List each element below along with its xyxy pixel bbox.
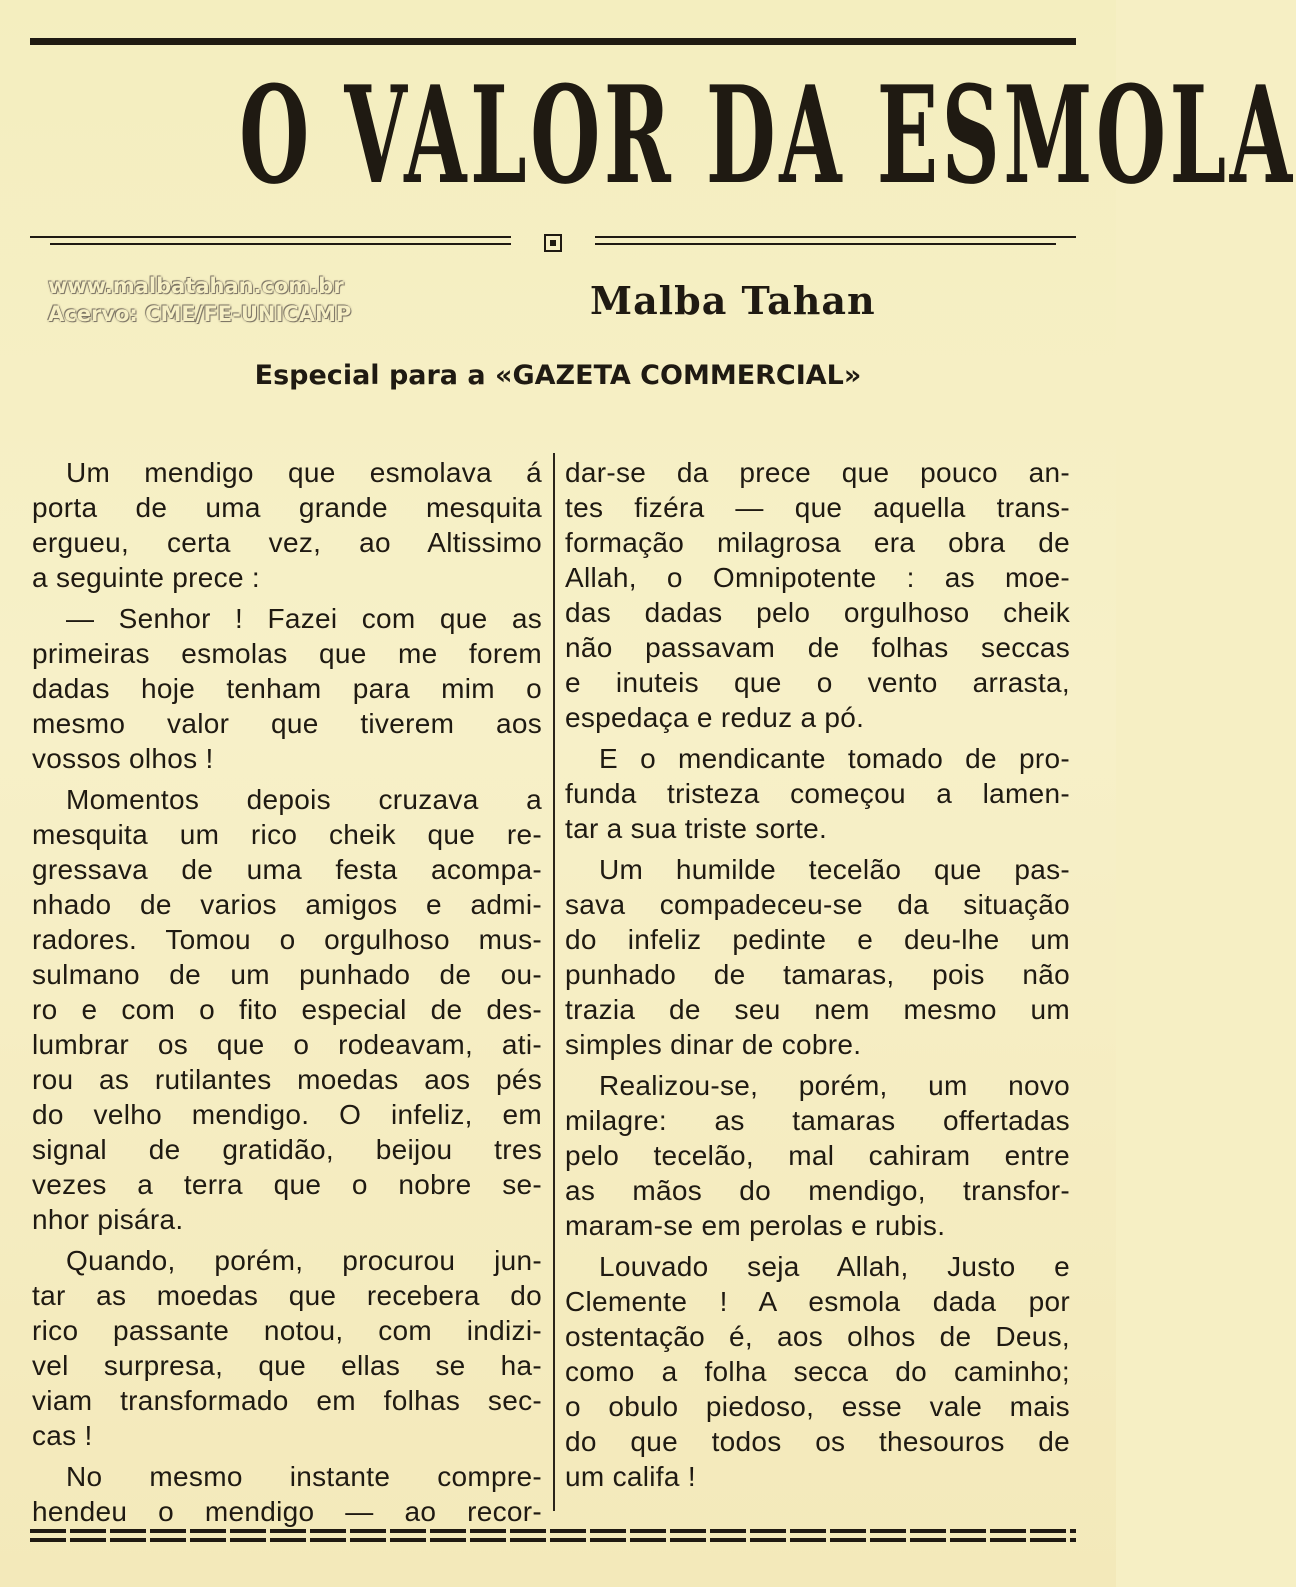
- text-line: hendeu o mendigo — ao recor-: [32, 1496, 542, 1527]
- ornament-icon: [544, 234, 562, 252]
- text-line: tes fizéra — que aquella trans-: [565, 492, 1070, 523]
- left-column: [32, 455, 542, 1529]
- text-line: dadas hoje tenham para mim o: [32, 673, 542, 704]
- text-line: Quando, porém, procurou jun-: [66, 1245, 542, 1276]
- text-line: lumbrar os que o rodeavam, ati-: [32, 1029, 542, 1060]
- text-line: trazia de seu nem mesmo um: [565, 994, 1070, 1025]
- text-line: do velho mendigo. O infeliz, em: [32, 1099, 542, 1130]
- text-line: nhor pisára.: [32, 1204, 184, 1235]
- text-line: o obulo piedoso, esse vale mais: [565, 1391, 1070, 1422]
- right-column: [565, 455, 1070, 1494]
- text-line: Momentos depois cruzava a: [66, 784, 542, 815]
- watermark-url: www.malbatahan.com.br: [48, 274, 344, 298]
- text-line: Allah, o Omnipotente : as moe-: [565, 562, 1070, 593]
- text-line: como a folha secca do caminho;: [565, 1356, 1070, 1387]
- text-line: primeiras esmolas que me forem: [32, 638, 542, 669]
- author-name: Malba Tahan: [590, 278, 876, 323]
- text-line: gressava de uma festa acompa-: [32, 854, 542, 885]
- text-line: maram-se em perolas e rubis.: [565, 1210, 946, 1241]
- text-line: simples dinar de cobre.: [565, 1029, 862, 1060]
- watermark: [48, 272, 352, 328]
- text-line: Clemente ! A esmola dada por: [565, 1286, 1070, 1317]
- text-line: não passavam de folhas seccas: [565, 632, 1070, 663]
- text-line: espedaça e reduz a pó.: [565, 702, 865, 733]
- text-line: mesquita um rico cheik que re-: [32, 819, 542, 850]
- text-line: do infeliz pedinte e deu-lhe um: [565, 924, 1070, 955]
- text-line: do que todos os thesouros de: [565, 1426, 1070, 1457]
- top-rule: [30, 38, 1076, 45]
- text-line: formação milagrosa era obra de: [565, 527, 1070, 558]
- bottom-rule: [30, 1525, 1076, 1549]
- text-line: viam transformado em folhas sec-: [32, 1385, 542, 1416]
- text-line: sulmano de um punhado de ou-: [32, 959, 542, 990]
- text-line: rou as rutilantes moedas aos pés: [32, 1064, 542, 1095]
- text-line: mesmo valor que tiverem aos: [32, 708, 542, 739]
- text-line: porta de uma grande mesquita: [32, 492, 542, 523]
- text-line: pelo tecelão, mal cahiram entre: [565, 1140, 1070, 1171]
- text-line: vezes a terra que o nobre se-: [32, 1169, 542, 1200]
- text-line: ro e com o fito especial de des-: [32, 994, 542, 1025]
- text-line: tar as moedas que recebera do: [32, 1280, 542, 1311]
- watermark-acervo: Acervo: CME/FE-UNICAMP: [48, 302, 352, 326]
- text-line: ergueu, certa vez, ao Altissimo: [32, 527, 542, 558]
- text-line: signal de gratidão, beijou tres: [32, 1134, 542, 1165]
- text-line: sava compadeceu-se da situação: [565, 889, 1070, 920]
- text-line: vossos olhos !: [32, 743, 214, 774]
- text-line: milagre: as tamaras offertadas: [565, 1105, 1070, 1136]
- text-line: cas !: [32, 1420, 93, 1451]
- title-ornament: [30, 232, 1076, 254]
- text-line: as mãos do mendigo, transfor-: [565, 1175, 1070, 1206]
- text-line: E o mendicante tomado de pro-: [599, 743, 1070, 774]
- text-line: funda tristeza começou a lamen-: [565, 778, 1070, 809]
- text-line: rico passante notou, com indizi-: [32, 1315, 542, 1346]
- text-line: punhado de tamaras, pois não: [565, 959, 1070, 990]
- text-line: Um humilde tecelão que pas-: [599, 854, 1070, 885]
- text-line: nhado de varios amigos e admi-: [32, 889, 542, 920]
- text-line: das dadas pelo orgulhoso cheik: [565, 597, 1070, 628]
- column-divider: [553, 453, 555, 1511]
- text-line: dar-se da prece que pouco an-: [565, 457, 1070, 488]
- text-line: No mesmo instante compre-: [66, 1461, 542, 1492]
- text-line: — Senhor ! Fazei com que as: [66, 603, 542, 634]
- text-line: a seguinte prece :: [32, 562, 260, 593]
- text-line: Realizou-se, porém, um novo: [599, 1070, 1070, 1101]
- special-note: Especial para a «GAZETA COMMERCIAL»: [254, 360, 862, 391]
- text-line: Louvado seja Allah, Justo e: [599, 1251, 1070, 1282]
- text-line: ostentação é, aos olhos de Deus,: [565, 1321, 1070, 1352]
- text-line: radores. Tomou o orgulhoso mus-: [32, 924, 542, 955]
- text-line: um califa !: [565, 1461, 696, 1492]
- text-line: tar a sua triste sorte.: [565, 813, 828, 844]
- text-line: Um mendigo que esmolava á: [66, 457, 542, 488]
- article-title: O VALOR DA ESMOLA: [239, 56, 1296, 214]
- text-line: vel surpresa, que ellas se ha-: [32, 1350, 542, 1381]
- text-line: e inuteis que o vento arrasta,: [565, 667, 1070, 698]
